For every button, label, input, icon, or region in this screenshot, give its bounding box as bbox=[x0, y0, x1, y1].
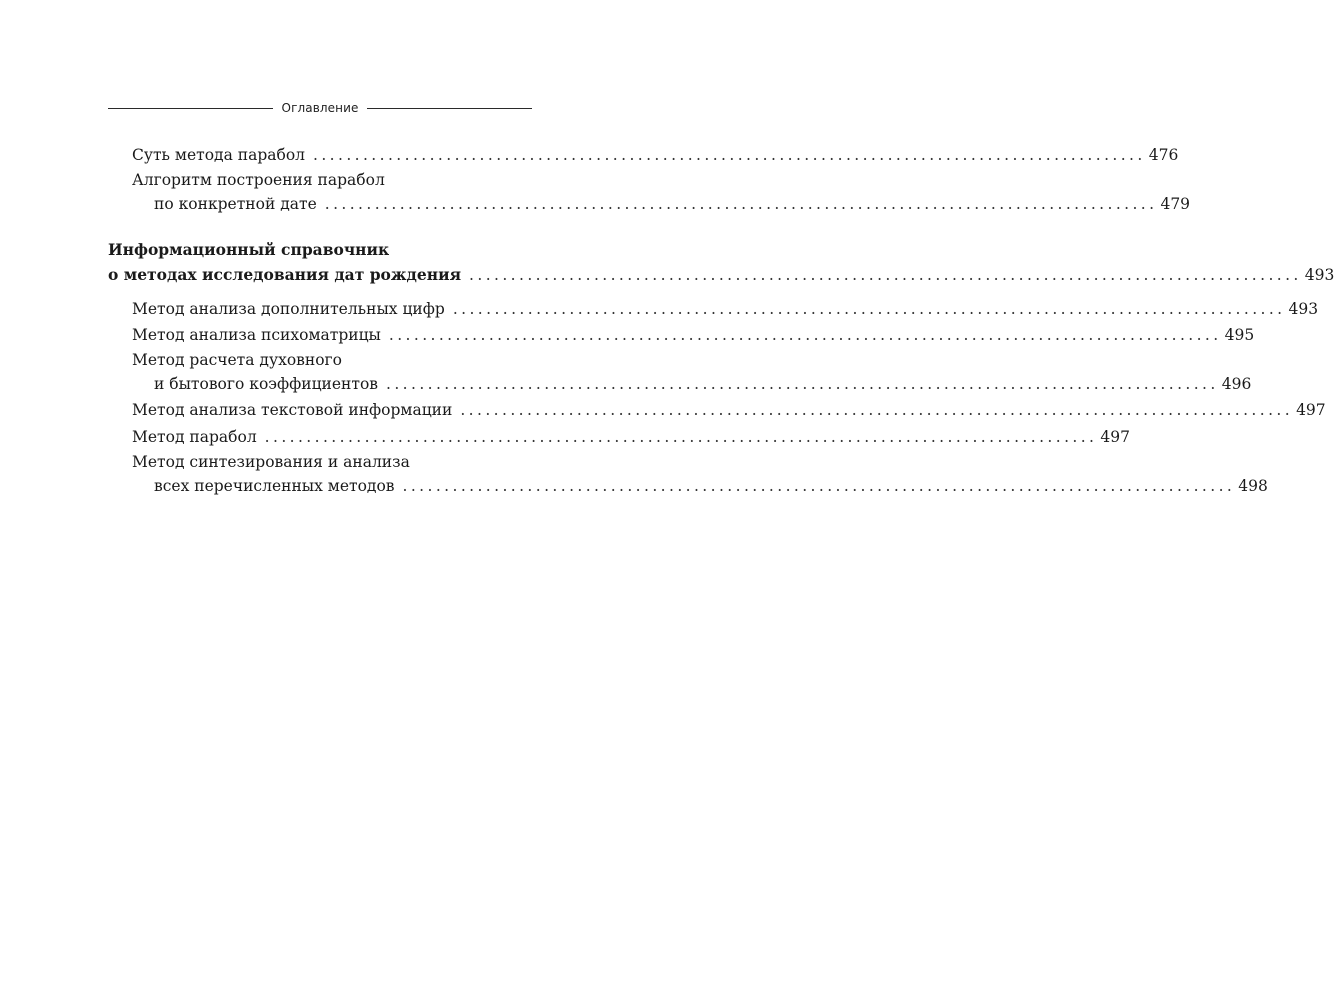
toc-entry[interactable] bbox=[132, 428, 1130, 446]
toc-entry-title-line1: Метод синтезирования и анализа bbox=[132, 453, 410, 471]
toc-page-number: 498 bbox=[1238, 477, 1268, 495]
toc-entry-title: Суть метода парабол bbox=[132, 146, 306, 164]
toc-leader-dots: .................................................................................................... bbox=[386, 375, 1219, 393]
header-rule-left bbox=[108, 108, 273, 109]
toc-entry[interactable] bbox=[154, 195, 1191, 213]
toc-entry[interactable] bbox=[132, 300, 1319, 318]
toc-entry[interactable] bbox=[154, 477, 1268, 495]
toc-page-number: 493 bbox=[1304, 266, 1334, 284]
toc-entry-title-line1: Метод расчета духовного bbox=[132, 351, 343, 369]
toc-leader-dots: .................................................................................................... bbox=[313, 146, 1146, 164]
toc-leader-dots: .................................................................................................... bbox=[452, 300, 1286, 318]
toc-entry[interactable] bbox=[132, 326, 1255, 344]
toc-entry[interactable] bbox=[132, 146, 1179, 164]
running-header bbox=[108, 98, 532, 118]
toc-leader-dots: .................................................................................................... bbox=[388, 326, 1222, 344]
toc-page-number: 497 bbox=[1296, 401, 1326, 419]
toc-section-title-line2: о методах исследования дат рождения bbox=[108, 265, 462, 284]
toc-leader-dots: .................................................................................................... bbox=[264, 428, 1098, 446]
toc-page-number: 476 bbox=[1148, 146, 1179, 164]
toc-page-number: 495 bbox=[1224, 326, 1255, 344]
header-rule-right bbox=[367, 108, 532, 109]
toc-entry-title: Метод парабол bbox=[132, 428, 257, 446]
toc-page-number: 496 bbox=[1221, 375, 1252, 393]
toc-leader-dots: .................................................................................................... bbox=[469, 266, 1302, 284]
toc-entry-title-line2: по конкретной дате bbox=[154, 195, 317, 213]
toc-page-number: 497 bbox=[1100, 428, 1130, 446]
toc-entry[interactable] bbox=[154, 375, 1252, 393]
header-title: Оглавление bbox=[281, 101, 359, 115]
toc-entry-title-line2: и бытового коэффициентов bbox=[154, 375, 379, 393]
toc-entry-title-line2: всех перечисленных методов bbox=[154, 477, 395, 495]
toc-entry[interactable] bbox=[132, 401, 1326, 419]
toc-page-number: 479 bbox=[1160, 195, 1191, 213]
toc-section[interactable] bbox=[108, 265, 1334, 284]
toc-leader-dots: .................................................................................................... bbox=[324, 195, 1158, 213]
toc-entry-title: Метод анализа психоматрицы bbox=[132, 326, 381, 344]
toc-entry-title: Метод анализа текстовой информации bbox=[132, 401, 453, 419]
toc-entry-title-line1: Алгоритм построения парабол bbox=[132, 171, 385, 189]
toc-page-number: 493 bbox=[1288, 300, 1319, 318]
toc-leader-dots: .................................................................................................... bbox=[460, 401, 1294, 419]
toc-section-title-line1: Информационный справочник bbox=[108, 240, 390, 259]
toc-entry-title: Метод анализа дополнительных цифр bbox=[132, 300, 445, 318]
toc-leader-dots: .................................................................................................... bbox=[402, 477, 1236, 495]
